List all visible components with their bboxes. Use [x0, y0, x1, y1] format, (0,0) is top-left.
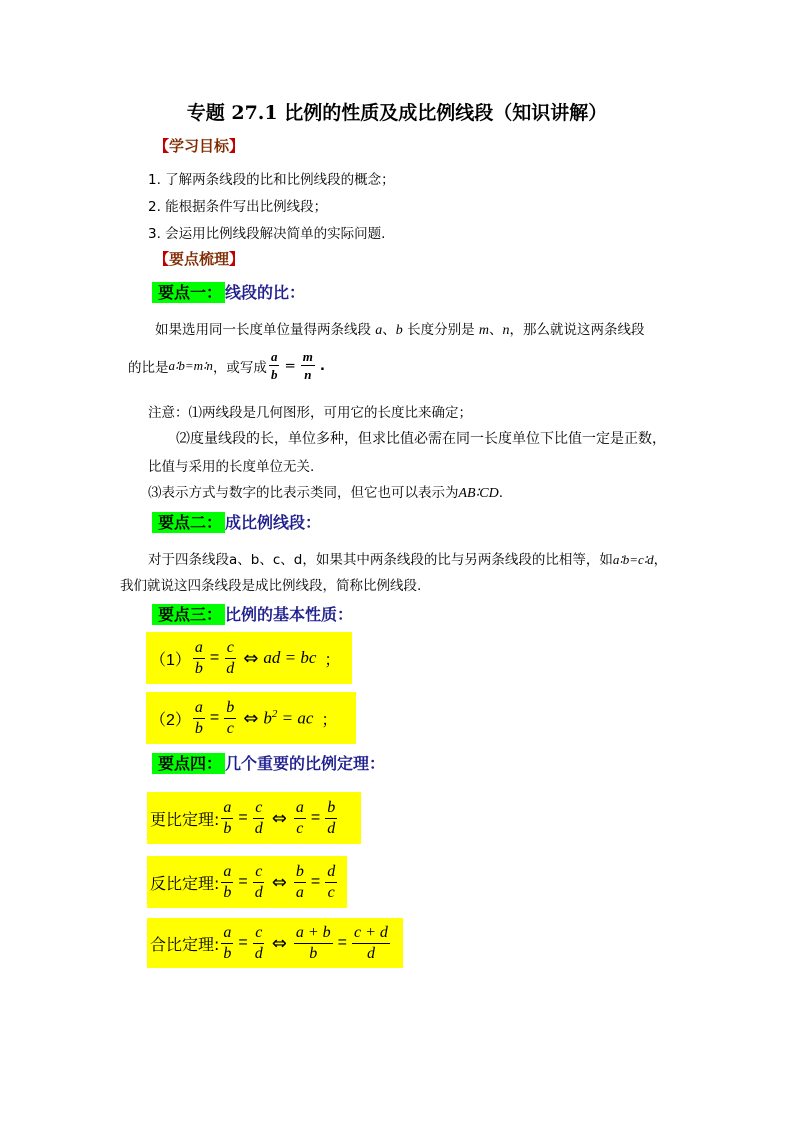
var-b: b — [263, 708, 272, 728]
period: . — [319, 357, 326, 374]
bracket-left: 【 — [154, 137, 170, 155]
text: 的比是 — [128, 359, 169, 376]
kp1-definition-line-2 — [128, 350, 325, 381]
theorem-alternando-box: 更比定理: $\frac{a}{b}$ = $\frac{c}{d}$ ⇔ $\frac{a}{c}$ = $\frac{b}{d}$ — [147, 792, 361, 844]
text: 对于四条线段a、b、c、d，如果其中两条线段的比与另两条线段的比相等，如 — [148, 552, 613, 568]
text: = ac — [277, 708, 314, 728]
kp2-definition-line-1 — [148, 548, 667, 568]
key-point-title: 线段的比： — [225, 283, 306, 302]
note-4 — [148, 481, 503, 502]
fraction — [253, 925, 265, 962]
key-point-tag: 要点二： — [152, 512, 225, 533]
key-point-tag: 要点四： — [152, 753, 225, 774]
theorem-label: 反比定理: — [150, 873, 220, 893]
numerator: d — [325, 864, 337, 883]
var-n: n — [502, 323, 510, 338]
iff-arrow: ⇔ — [271, 871, 287, 893]
numerator: c — [253, 925, 264, 944]
ratio-expression: a∶b=m∶n — [168, 357, 213, 373]
theorem-invertendo-box: 反比定理: $\frac{a}{b}$ = $\frac{c}{d}$ ⇔ $\frac{b}{a}$ = $\frac{d}{c}$ — [147, 856, 347, 908]
numerator: b — [325, 800, 337, 819]
iff-arrow: ⇔ — [271, 807, 287, 829]
numerator: m — [302, 349, 313, 364]
property-2-box: （2） $\frac{a}{b}$ = $\frac{b}{c}$ ⇔ $b^2$ = ac ； — [146, 692, 356, 744]
denominator: d — [366, 944, 375, 962]
fraction — [325, 800, 337, 837]
text: 、 — [382, 322, 396, 338]
fraction-m-over-n — [301, 350, 315, 381]
ratio-expression: a∶b=c∶d — [612, 552, 654, 567]
fraction — [193, 700, 205, 737]
var-a: a — [375, 323, 383, 338]
denominator: d — [254, 819, 263, 837]
numerator: a — [270, 349, 278, 364]
denominator: d — [327, 819, 336, 837]
text: ， — [653, 552, 668, 568]
numerator: a — [221, 800, 233, 819]
key-point-tag: 要点三： — [152, 604, 225, 625]
numerator: c — [225, 640, 236, 659]
denominator: c — [327, 883, 335, 901]
section-heading-summary — [154, 248, 244, 269]
denominator: d — [226, 659, 235, 677]
denominator: d — [254, 883, 263, 901]
note-3: 比值与采用的长度单位无关. — [148, 459, 315, 475]
denominator: b — [270, 367, 278, 382]
key-point-tag: 要点一： — [152, 282, 225, 303]
denominator: n — [304, 367, 312, 382]
iff-arrow: ⇔ — [243, 707, 259, 729]
section-heading-objectives — [154, 135, 244, 156]
fraction — [224, 640, 236, 677]
text: ⑶表示方式与数字的比表示类同，但它也可以表示为 — [148, 485, 459, 501]
var-b: b — [395, 323, 403, 338]
semicolon: ； — [324, 651, 341, 669]
fraction — [253, 864, 265, 901]
page-title: 专题 27.1 比例的性质及成比例线段（知识讲解） — [186, 102, 608, 124]
bracket-right: 】 — [229, 250, 245, 268]
text: 如果选用同一长度单位量得两条线段 — [155, 322, 376, 338]
objective-item-1: 1. 了解两条线段的比和比例线段的概念； — [148, 172, 395, 188]
key-point-2-heading — [152, 510, 321, 533]
fraction — [294, 864, 306, 901]
numerator: a — [221, 925, 233, 944]
ratio-ab-cd: AB∶CD — [458, 486, 499, 501]
numerator: a — [294, 800, 306, 819]
fraction-a-over-b — [269, 350, 280, 381]
numerator: c — [253, 800, 264, 819]
numerator: a — [193, 700, 205, 719]
text: ，或写成 — [212, 359, 267, 376]
fraction — [221, 864, 233, 901]
key-point-title: 几个重要的比例定理： — [225, 754, 386, 773]
fraction — [352, 925, 390, 962]
numerator: a + b — [294, 925, 333, 944]
text: 长度分别是 — [402, 322, 479, 338]
key-point-3-heading — [152, 602, 353, 625]
denominator: b — [223, 819, 232, 837]
fraction — [221, 800, 233, 837]
numerator: b — [294, 864, 306, 883]
text: . — [498, 485, 503, 501]
fraction — [193, 640, 205, 677]
theorem-label: 合比定理: — [150, 934, 220, 954]
denominator: a — [295, 883, 304, 901]
numerator: a — [193, 640, 205, 659]
denominator: b — [194, 659, 203, 677]
theorem-label: 更比定理: — [150, 809, 220, 829]
objective-item-3: 3. 会运用比例线段解决简单的实际问题. — [148, 226, 386, 242]
denominator: d — [254, 944, 263, 962]
key-point-1-heading — [152, 280, 305, 303]
key-point-title: 比例的基本性质： — [225, 605, 354, 624]
property-label: （2） — [150, 711, 191, 729]
numerator: a — [221, 864, 233, 883]
fraction — [294, 925, 333, 962]
bracket-right: 】 — [229, 137, 245, 155]
var-m: m — [478, 323, 490, 338]
property-label: （1） — [150, 651, 191, 669]
text: 、 — [489, 322, 503, 338]
kp1-definition-line-1 — [155, 318, 645, 339]
fraction — [325, 864, 337, 901]
fraction — [253, 800, 265, 837]
section-label: 要点梳理 — [169, 250, 230, 268]
denominator: b — [309, 944, 318, 962]
denominator: c — [296, 819, 304, 837]
bracket-left: 【 — [154, 250, 170, 268]
denominator: b — [194, 719, 203, 737]
equation-rhs: ad = bc — [263, 648, 317, 667]
theorem-componendo-box: 合比定理: $\frac{a}{b}$ = $\frac{c}{d}$ ⇔ $\frac{a + b}{b}$ = $\frac{c + d}{d}$ — [147, 918, 403, 968]
fraction — [224, 700, 236, 737]
key-point-title: 成比例线段： — [225, 513, 322, 532]
denominator: c — [226, 719, 234, 737]
denominator: b — [223, 944, 232, 962]
note-2: ⑵度量线段的长，单位多种，但求比值必需在同一长度单位下比值一定是正数， — [176, 431, 666, 447]
equals-sign: = — [284, 357, 296, 374]
semicolon: ； — [321, 711, 338, 729]
equation-rhs — [263, 708, 313, 729]
denominator: b — [223, 883, 232, 901]
fraction — [294, 800, 306, 837]
fraction — [221, 925, 233, 962]
numerator: c — [253, 864, 264, 883]
numerator: b — [224, 700, 236, 719]
numerator: c + d — [352, 925, 390, 944]
kp2-definition-line-2: 我们就说这四条线段是成比例线段，简称比例线段. — [120, 578, 422, 594]
text: ，那么就说这两条线段 — [509, 322, 645, 338]
note-1: 注意：⑴两线段是几何图形，可用它的长度比来确定； — [148, 405, 472, 421]
section-label: 学习目标 — [169, 137, 230, 155]
property-1-box: （1） $\frac{a}{b}$ = $\frac{c}{d}$ ⇔ ad = bc ； — [146, 632, 352, 684]
key-point-4-heading — [152, 751, 385, 774]
iff-arrow: ⇔ — [243, 647, 259, 669]
objective-item-2: 2. 能根据条件写出比例线段； — [148, 199, 328, 215]
exponent: 2 — [271, 707, 278, 720]
iff-arrow: ⇔ — [271, 932, 287, 954]
